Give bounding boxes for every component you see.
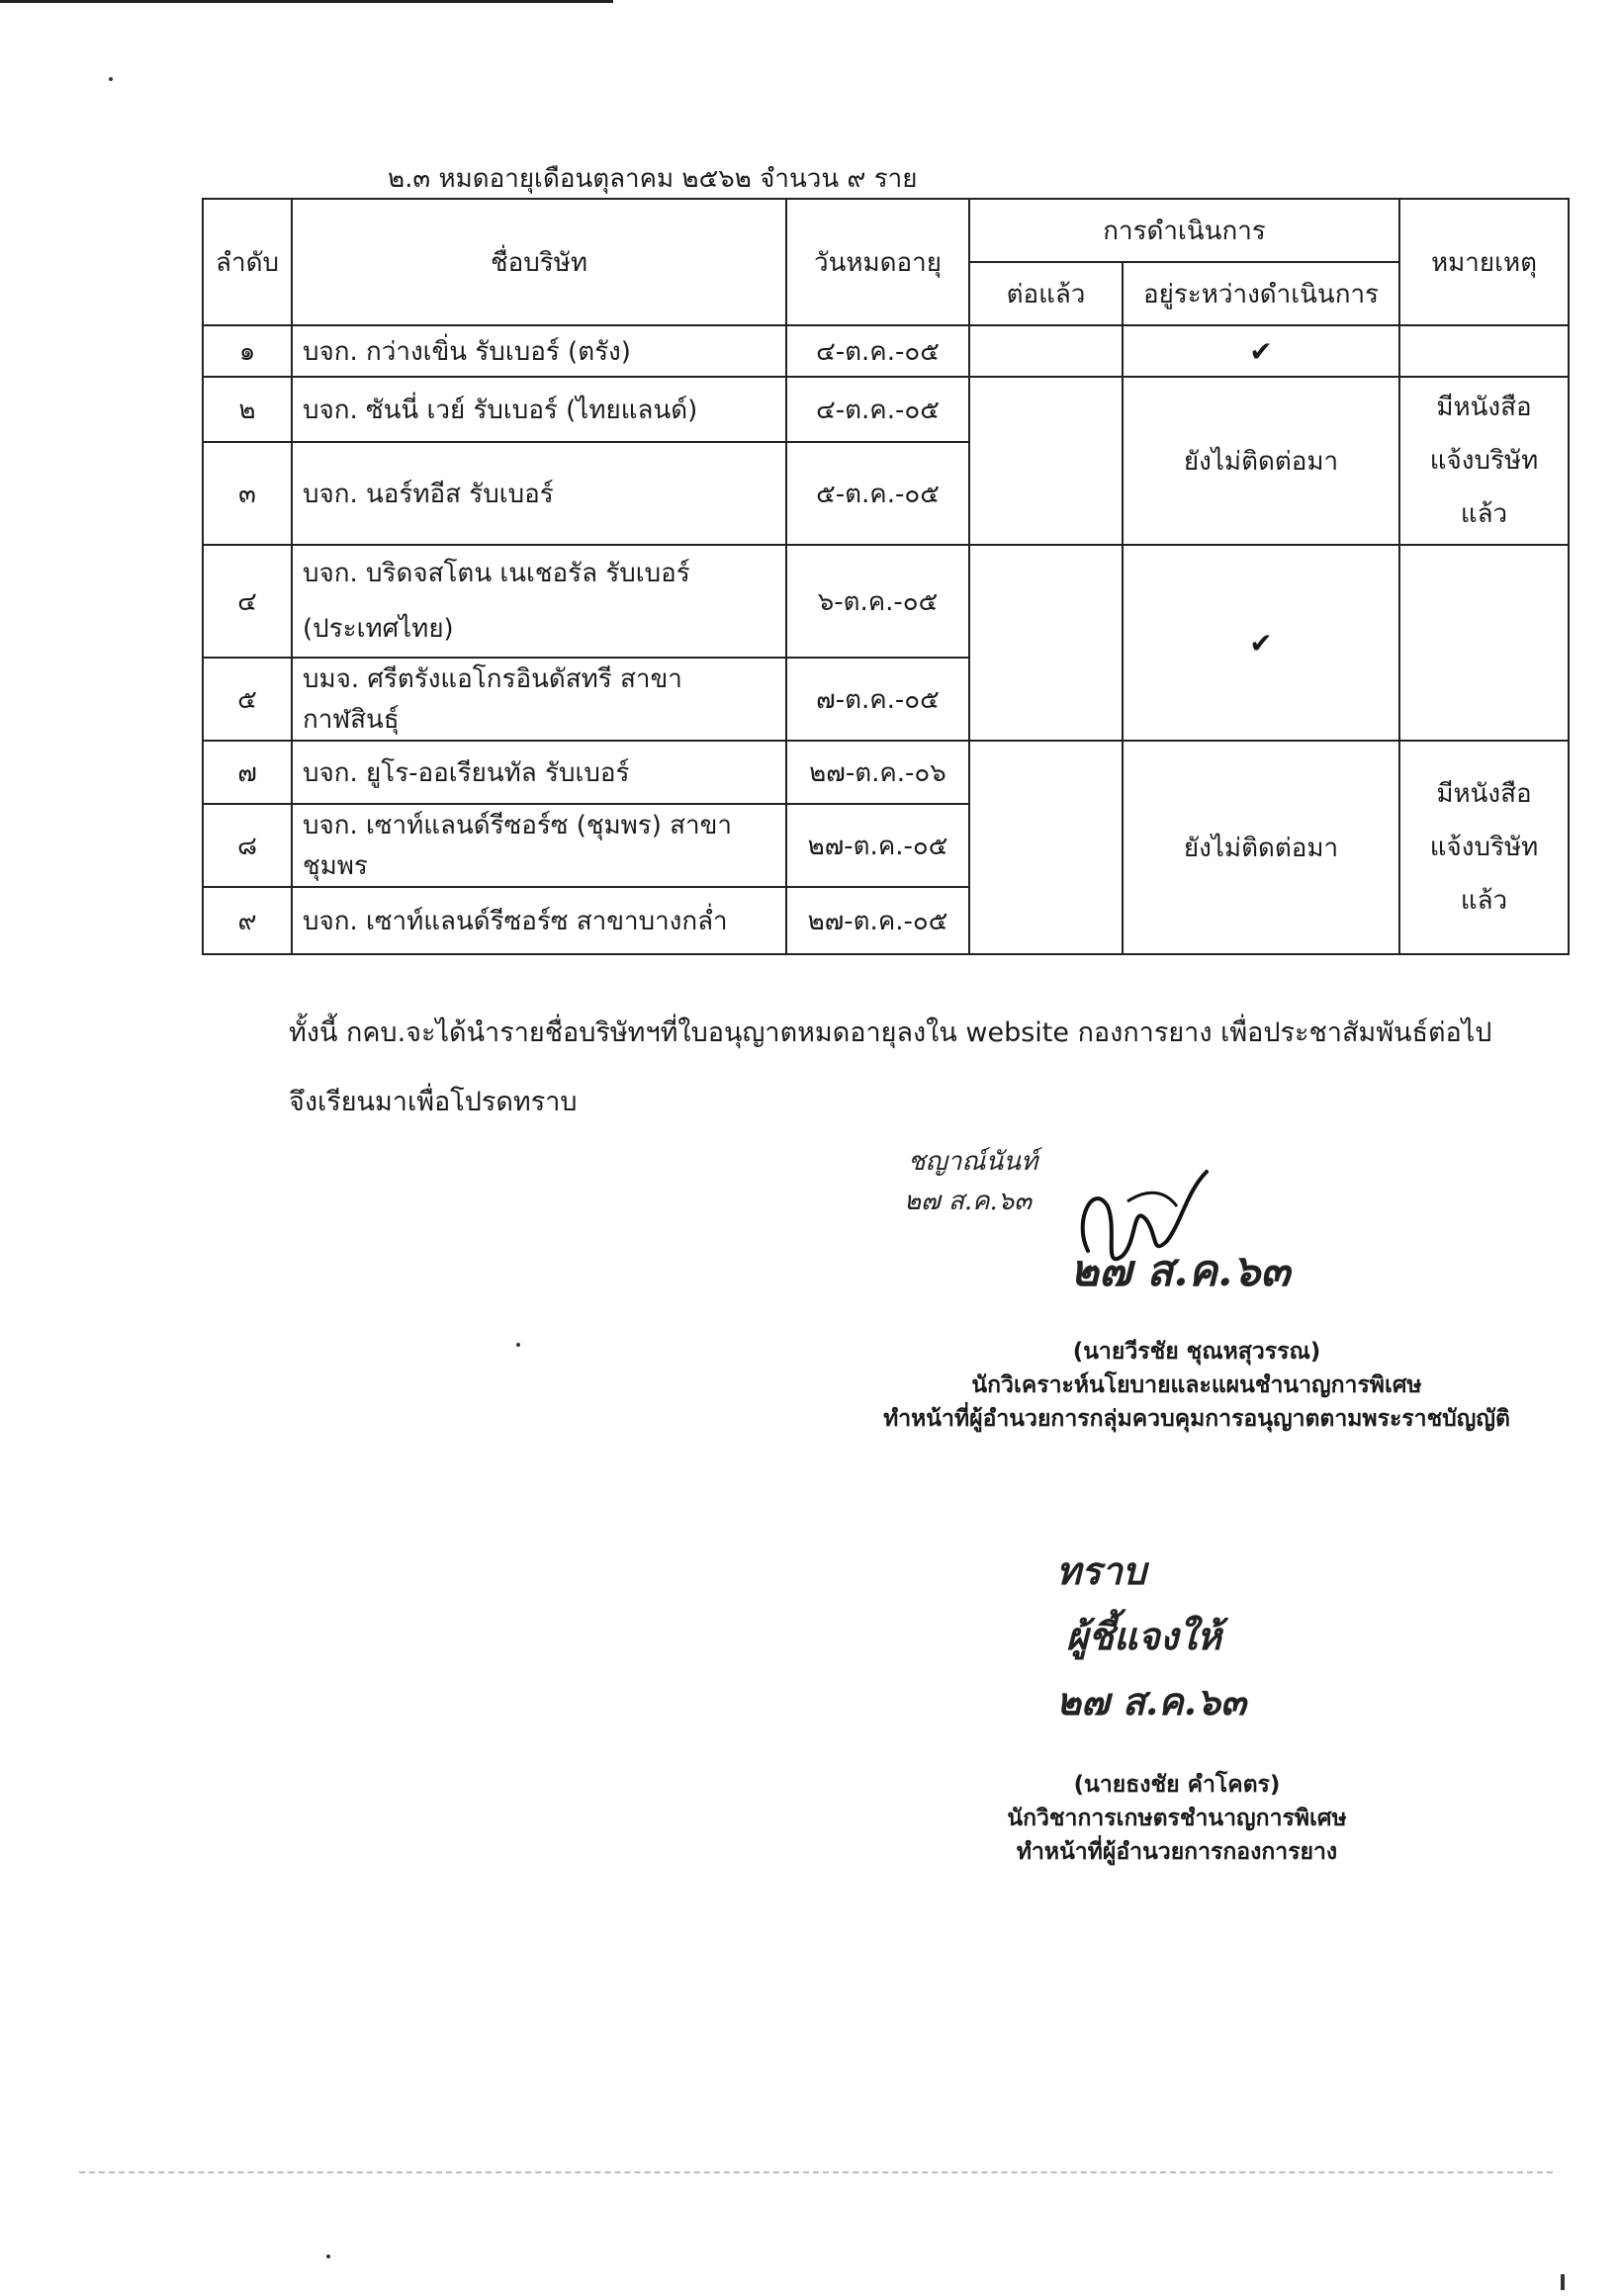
- signer-1-title: นักวิเคราะห์นโยบายและแผนชำนาญการพิเศษ: [971, 1372, 1422, 1398]
- company-name-line: บจก. บริดจสโตน เนเชอรัล รับเบอร์: [303, 559, 690, 588]
- remark-notice: [1399, 377, 1569, 545]
- remark-cell: [1399, 325, 1569, 377]
- check-mark: ✔: [1123, 545, 1399, 741]
- company-name: บจก. เซาท์แลนด์รีซอร์ซ (ชุมพร) สาขาชุมพร: [292, 804, 786, 887]
- signer-2-title: นักวิชาการเกษตรชำนาญการพิเศษ: [1007, 1806, 1347, 1831]
- company-name: บจก. นอร์ทอีส รับเบอร์: [292, 442, 786, 545]
- signer-1-acting: ทำหน้าที่ผู้อำนวยการกลุ่มควบคุมการอนุญาตตามพระราชบัญญัติ: [883, 1406, 1510, 1432]
- remark-line: แจ้งบริษัท: [1429, 833, 1539, 862]
- handwritten-line: ๒๗ ส.ค.๖๓: [904, 1187, 1033, 1216]
- signer-1-name: (นายวีรชัย ชุณหสุวรรณ): [1072, 1339, 1321, 1365]
- header-remark: หมายเหตุ: [1399, 199, 1569, 325]
- status-not-contacted: ยังไม่ติดต่อมา: [1123, 377, 1399, 545]
- expiry-date: ๔-ต.ค.-๐๕: [786, 325, 969, 377]
- expiry-date: ๗-ต.ค.-๐๕: [786, 658, 969, 741]
- renewed-cell: [969, 377, 1123, 545]
- check-mark: ✔: [1123, 325, 1399, 377]
- paragraph-line: จึงเรียนมาเพื่อโปรดทราบ: [289, 1087, 578, 1117]
- table-row: [203, 545, 1569, 658]
- table-row: [203, 377, 1569, 442]
- expiry-date: ๔-ต.ค.-๐๕: [786, 377, 969, 442]
- table-row: [203, 741, 1569, 804]
- table-row: [203, 325, 1569, 377]
- row-number: ๓: [203, 442, 292, 545]
- header-row: [203, 199, 1569, 262]
- company-name: บจก. ยูโร-ออเรียนทัล รับเบอร์: [292, 741, 786, 804]
- expiry-date: ๕-ต.ค.-๐๕: [786, 442, 969, 545]
- handwritten-line: ชญาณ์นันท์: [908, 1147, 1038, 1177]
- company-name-line: (ประเทศไทย): [303, 614, 454, 644]
- paragraph-line: ทั้งนี้ กคบ.จะได้นำรายชื่อบริษัทฯที่ใบอนุญาตหมดอายุลงใน website กองการยาง เพื่อประชาสัมพันธ์ต่อไป: [289, 1017, 1492, 1048]
- company-name: บมจ. ศรีตรังแอโกรอินดัสทรี สาขากาฬสินธุ์: [292, 658, 786, 741]
- expiry-date: ๒๗-ต.ค.-๐๕: [786, 887, 969, 954]
- expiry-table: [202, 198, 1570, 955]
- header-order: ลำดับ: [203, 199, 292, 325]
- row-number: ๒: [203, 377, 292, 442]
- company-name: [292, 545, 786, 658]
- remark-line: มีหนังสือ: [1436, 393, 1532, 422]
- header-company: ชื่อบริษัท: [292, 199, 786, 325]
- renewed-cell: [969, 325, 1123, 377]
- company-name: บจก. ซันนี่ เวย์ รับเบอร์ (ไทยแลนด์): [292, 377, 786, 442]
- row-number: ๕: [203, 658, 292, 741]
- renewed-cell: [969, 545, 1123, 741]
- header-expiry: วันหมดอายุ: [786, 199, 969, 325]
- handwritten-line: ทราบ: [1056, 1548, 1146, 1593]
- handwritten-line: ผู้ชี้แจงให้: [1066, 1614, 1221, 1658]
- handwritten-date: ๒๗ ส.ค.๖๓: [1070, 1246, 1291, 1296]
- remark-cell: [1399, 545, 1569, 741]
- remark-line: แล้ว: [1460, 886, 1508, 916]
- renewed-cell: [969, 741, 1123, 954]
- remark-line: มีหนังสือ: [1436, 779, 1532, 809]
- handwritten-note: [1056, 1539, 1246, 1734]
- header-action: การดำเนินการ: [969, 199, 1399, 262]
- expiry-date: ๖-ต.ค.-๐๕: [786, 545, 969, 658]
- company-name: บจก. เซาท์แลนด์รีซอร์ซ สาขาบางกล่ำ: [292, 887, 786, 954]
- section-subtitle: ๒.๓ หมดอายุเดือนตุลาคม ๒๕๖๒ จำนวน ๙ ราย: [388, 164, 918, 194]
- handwritten-note: [904, 1142, 1038, 1221]
- top-rule: [0, 0, 613, 3]
- remark-line: แจ้งบริษัท: [1429, 446, 1539, 476]
- row-number: ๑: [203, 325, 292, 377]
- signer-2-name: (นายธงชัย คำโคตร): [1073, 1772, 1281, 1798]
- signer-1-block: [851, 1335, 1543, 1436]
- header-renewed: ต่อแล้ว: [969, 262, 1123, 325]
- expiry-date: ๒๗-ต.ค.-๐๕: [786, 804, 969, 887]
- signer-2-block: [969, 1768, 1385, 1869]
- handwritten-line: ๒๗ ส.ค.๖๓: [1056, 1679, 1247, 1723]
- signer-2-acting: ทำหน้าที่ผู้อำนวยการกองการยาง: [1016, 1839, 1338, 1865]
- remark-line: แล้ว: [1460, 499, 1508, 529]
- expiry-date: ๒๗-ต.ค.-๐๖: [786, 741, 969, 804]
- bottom-rule: [79, 2171, 1553, 2173]
- speck: [516, 1343, 520, 1347]
- status-not-contacted: ยังไม่ติดต่อมา: [1123, 741, 1399, 954]
- row-number: ๔: [203, 545, 292, 658]
- remark-notice: [1399, 741, 1569, 954]
- speck: [326, 2254, 330, 2258]
- row-number: ๙: [203, 887, 292, 954]
- row-number: ๘: [203, 804, 292, 887]
- company-name: บจก. กว่างเขิ่น รับเบอร์ (ตรัง): [292, 325, 786, 377]
- row-number: ๗: [203, 741, 292, 804]
- closing-paragraph: [289, 999, 1575, 1137]
- speck: [109, 77, 113, 81]
- header-in-progress: อยู่ระหว่างดำเนินการ: [1123, 262, 1399, 325]
- speck: [1561, 2274, 1565, 2290]
